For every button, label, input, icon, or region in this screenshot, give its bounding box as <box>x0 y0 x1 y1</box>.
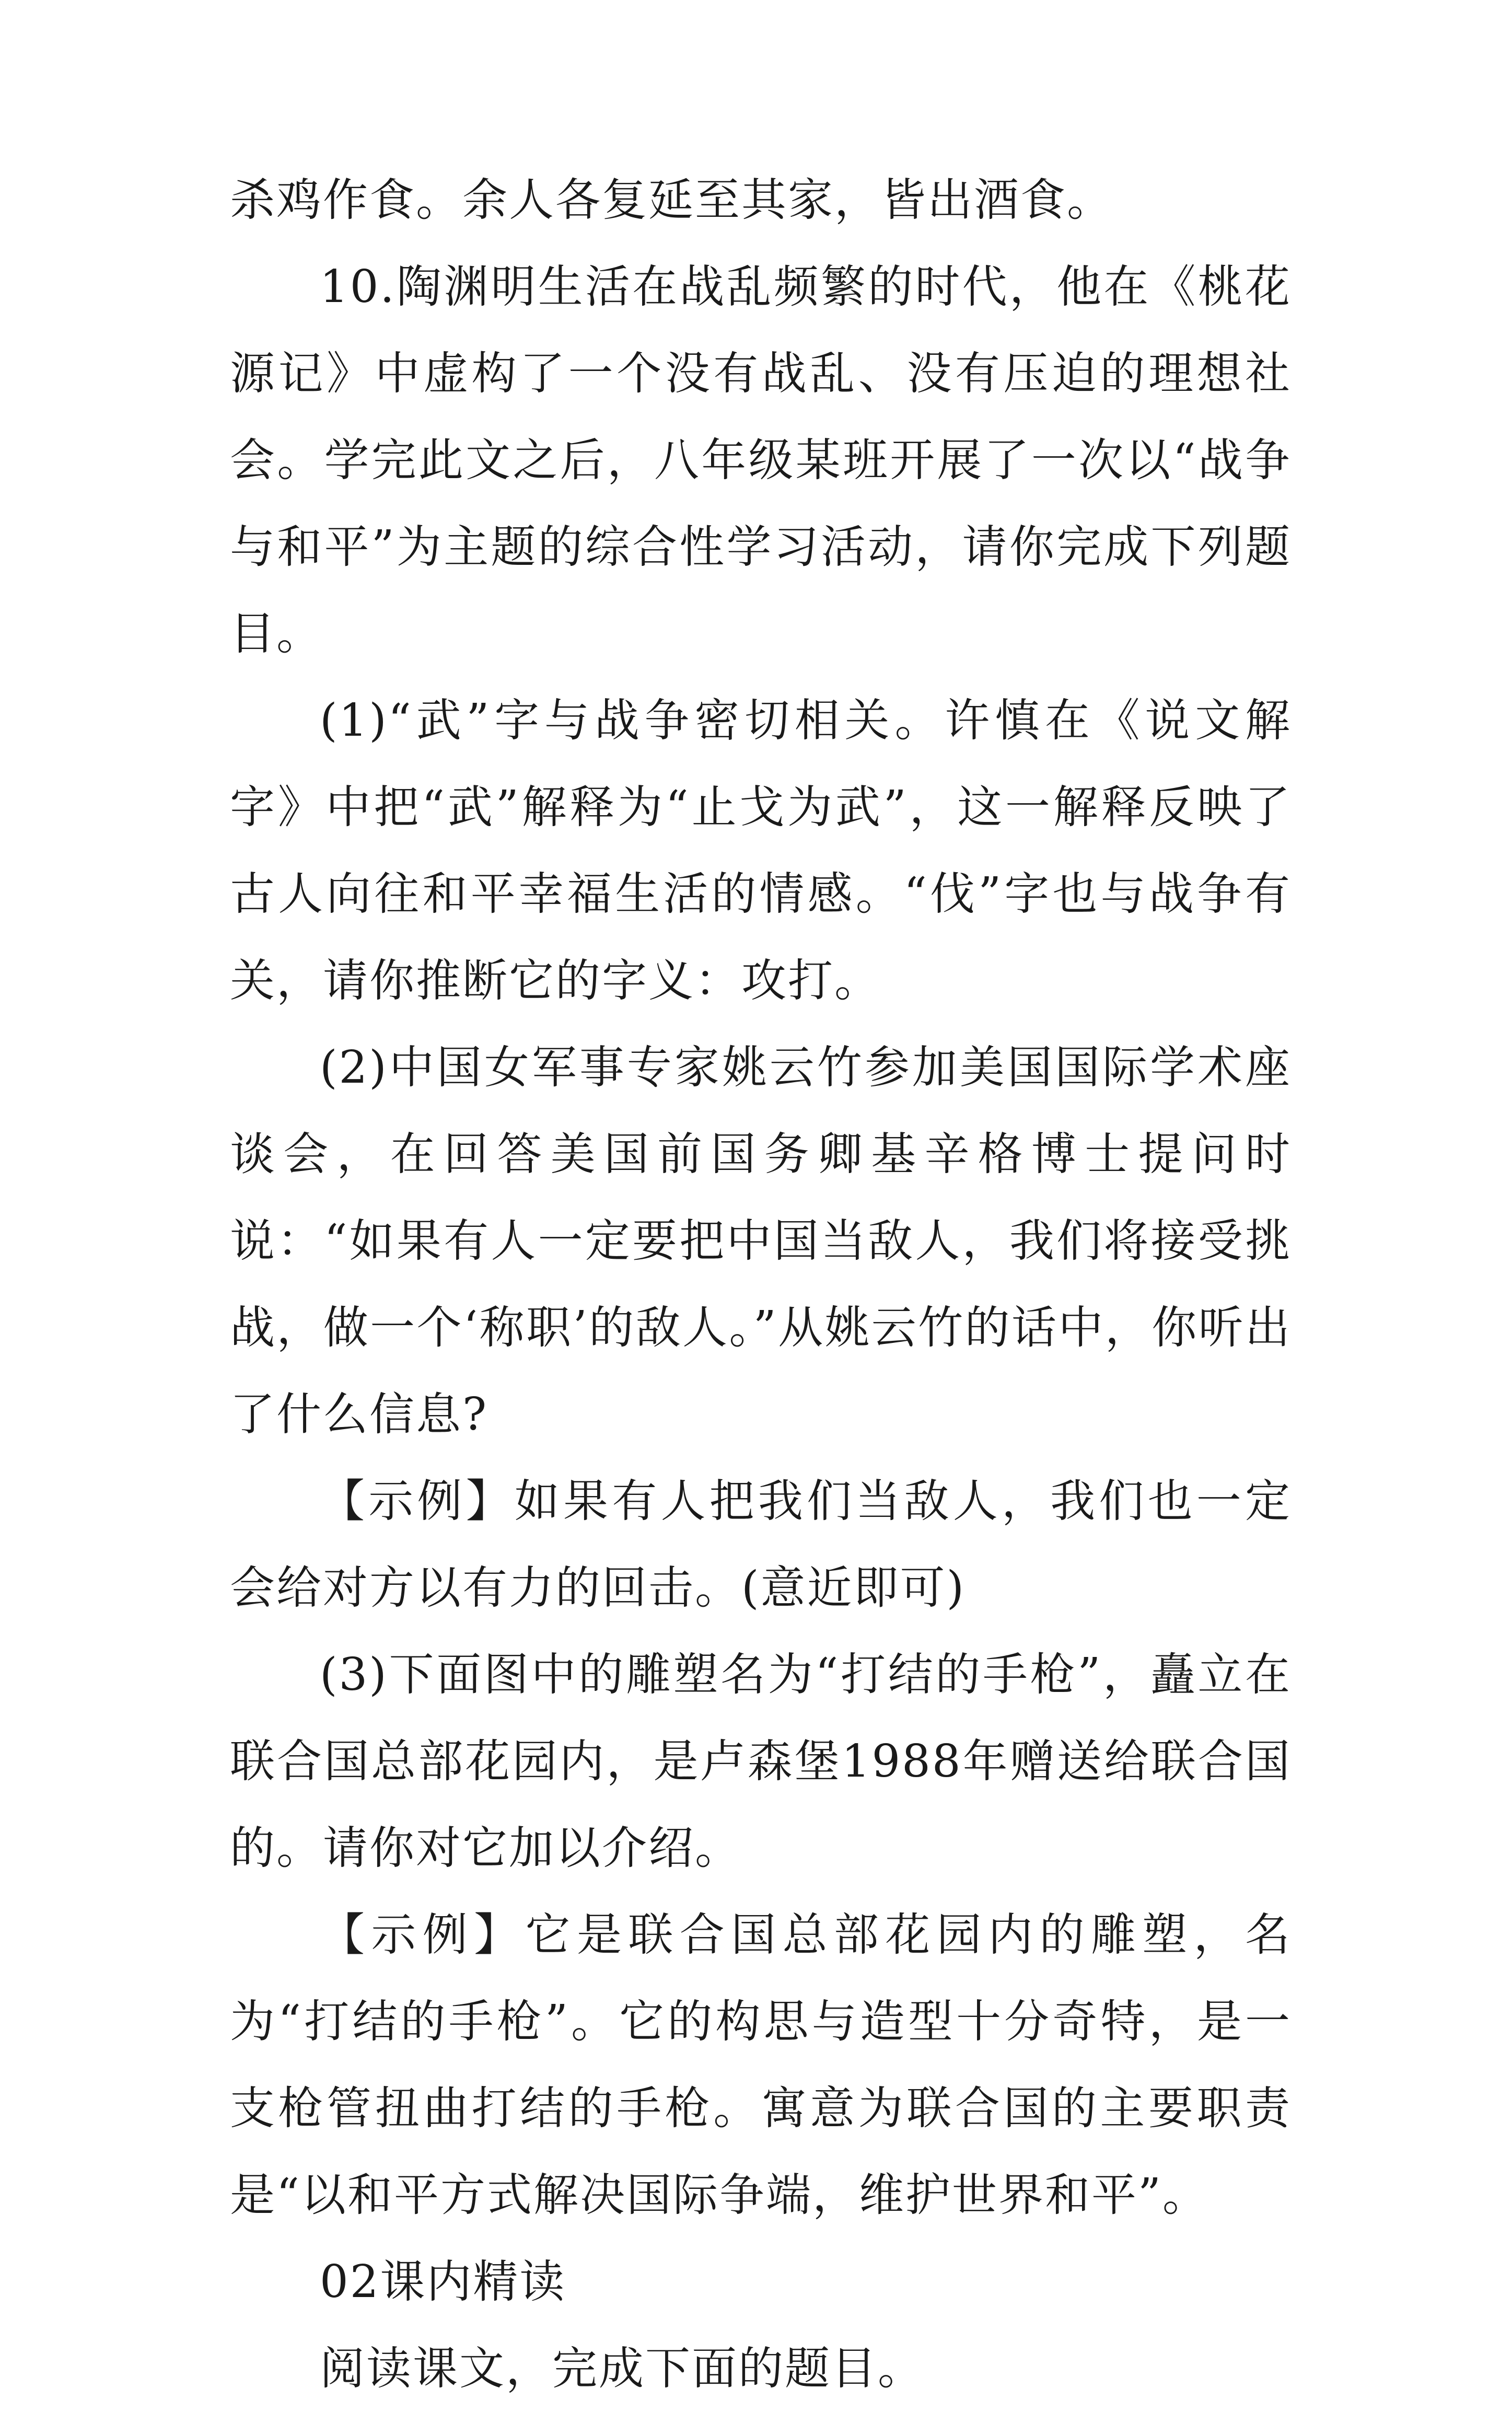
answer-example-3: 【示例】它是联合国总部花园内的雕塑，名为“打结的手枪”。它的构思与造型十分奇特，是一支枪管扭曲打结的手枪。寓意为联合国的主要职责是“以和平方式解决国际争端，维护世界和平”。 <box>230 1909 1292 2221</box>
section-heading: 02课内精读 <box>320 2256 566 2308</box>
sub-question-1: (1)“武”字与战争密切相关。许慎在《说文解字》中把“武”解释为“止戈为武”，这一解释反映了古人向往和平幸福生活的情感。“伐”字也与战争有关，请你推断它的字义：攻打。 <box>230 694 1292 1007</box>
reading-instruction: 阅读课文，完成下面的题目。 <box>320 2343 924 2395</box>
sub-question-3: (3)下面图中的雕塑名为“打结的手枪”，矗立在联合国总部花园内，是卢森堡1988年赠送给联合国的。请你对它加以介绍。 <box>230 1649 1292 1874</box>
sub-question-2: (2)中国女军事专家姚云竹参加美国国际学术座谈会，在回答美国前国务卿基辛格博士提问时说：“如果有人一定要把中国当敌人，我们将接受挑战，做一个‘称职’的敌人。”从姚云竹的话中，你听出了什么信息? <box>230 1041 1292 1441</box>
answer-example-2: 【示例】如果有人把我们当敌人，我们也一定会给对方以有力的回击。(意近即可) <box>230 1475 1292 1614</box>
question-10-intro: 10.陶渊明生活在战乱频繁的时代，他在《桃花源记》中虚构了一个没有战乱、没有压迫的理想社会。学完此文之后，八年级某班开展了一次以“战争与和平”为主题的综合性学习活动，请你完成下列题目。 <box>230 261 1292 660</box>
paragraph-continuation: 杀鸡作食。余人各复延至其家，皆出酒食。 <box>230 174 1113 226</box>
document-body <box>230 157 1292 2412</box>
